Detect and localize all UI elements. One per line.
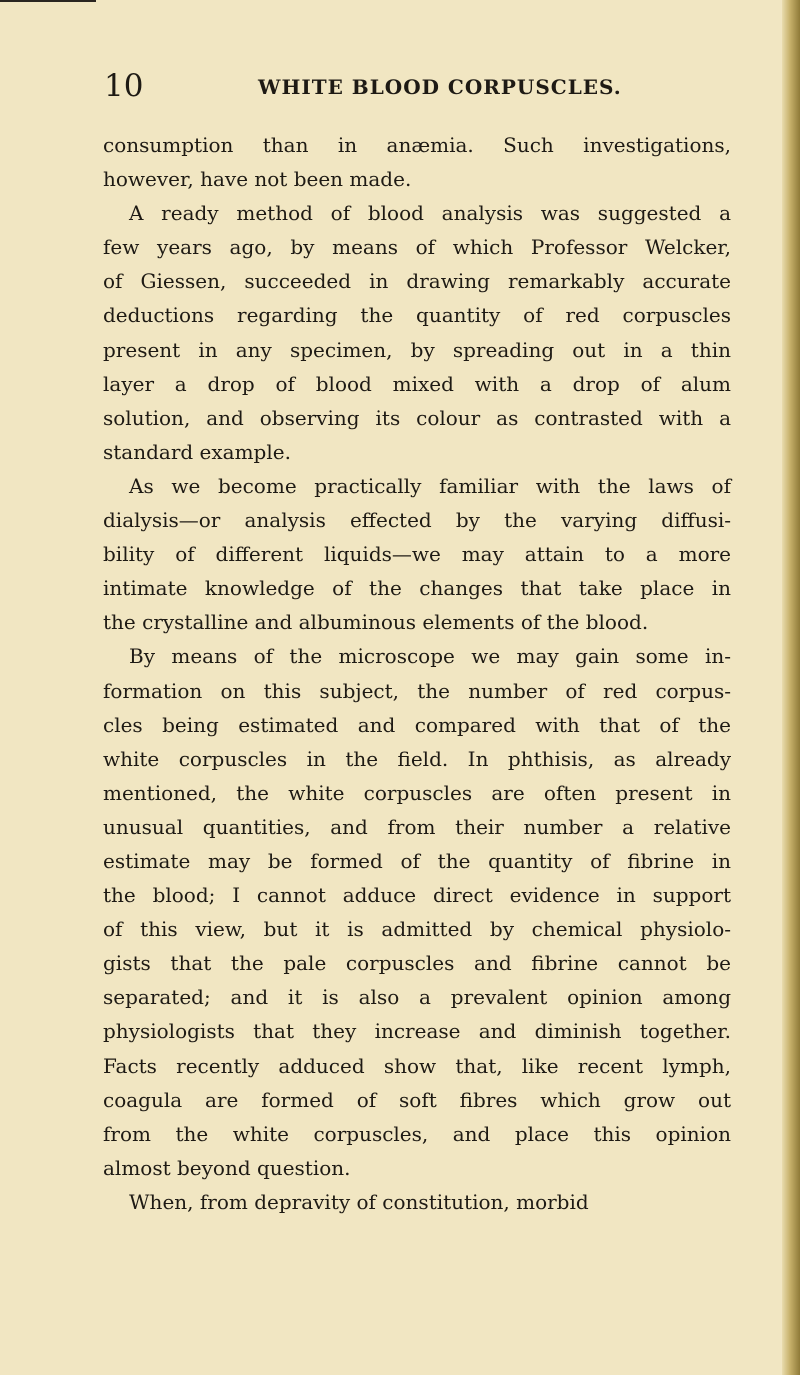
text-line: from the white corpuscles, and place this opinion bbox=[103, 1121, 731, 1146]
text-line: estimate may be formed of the quantity of fibrine in bbox=[103, 848, 731, 873]
text-line: layer a drop of blood mixed with a drop of alum bbox=[103, 371, 731, 396]
top-rule bbox=[0, 0, 96, 2]
text-line: almost beyond question. bbox=[103, 1155, 351, 1180]
text-line: consumption than in anæmia. Such investigations, bbox=[103, 133, 731, 157]
text-line: bility of different liquids—we may attain to a more bbox=[103, 542, 731, 567]
text-line: A ready method of blood analysis was suggested a bbox=[129, 201, 731, 226]
text-line: gists that the pale corpuscles and fibrine cannot be bbox=[103, 951, 731, 976]
text-line: By means of the microscope we may gain some in- bbox=[129, 644, 731, 669]
text-line: When, from depravity of constitution, morbid bbox=[129, 1189, 589, 1214]
text-line: formation on this subject, the number of red corpus- bbox=[103, 678, 731, 703]
text-line: of this view, but it is admitted by chemical physiolo- bbox=[103, 917, 731, 942]
text-line: Facts recently adduced show that, like recent lymph, bbox=[103, 1053, 731, 1078]
text-line: As we become practically familiar with the laws of bbox=[129, 473, 731, 498]
text-line: unusual quantities, and from their number a relative bbox=[103, 814, 731, 839]
text-line: dialysis—or analysis effected by the varying diffusi- bbox=[103, 508, 731, 533]
text-line: cles being estimated and compared with that of the bbox=[103, 712, 731, 737]
text-line: deductions regarding the quantity of red corpuscles bbox=[103, 303, 731, 328]
page-number: 10 bbox=[104, 68, 144, 104]
text-line: the crystalline and albuminous elements of the blood. bbox=[103, 610, 649, 635]
text-line: however, have not been made. bbox=[103, 167, 412, 192]
text-line: coagula are formed of soft fibres which grow out bbox=[103, 1087, 731, 1112]
text-line: the blood; I cannot adduce direct evidence in support bbox=[103, 883, 731, 908]
text-line: solution, and observing its colour as contrasted with a bbox=[103, 405, 731, 430]
page-edge bbox=[782, 0, 800, 1375]
running-title: WHITE BLOOD CORPUSCLES. bbox=[258, 75, 622, 99]
text-line: present in any specimen, by spreading out in a thin bbox=[103, 337, 731, 362]
text-line: intimate knowledge of the changes that take place in bbox=[103, 576, 731, 601]
text-line: mentioned, the white corpuscles are often present in bbox=[103, 780, 731, 805]
text-line: separated; and it is also a prevalent opinion among bbox=[103, 985, 731, 1010]
text-line: physiologists that they increase and diminish together. bbox=[103, 1019, 731, 1044]
page-header bbox=[96, 66, 736, 106]
text-line: standard example. bbox=[103, 439, 291, 464]
text-line: few years ago, by means of which Professor Welcker, bbox=[103, 235, 731, 260]
text-line: white corpuscles in the field. In phthisis, as already bbox=[103, 746, 731, 771]
text-line: of Giessen, succeeded in drawing remarkably accurate bbox=[103, 269, 731, 294]
body-text bbox=[103, 128, 731, 1219]
